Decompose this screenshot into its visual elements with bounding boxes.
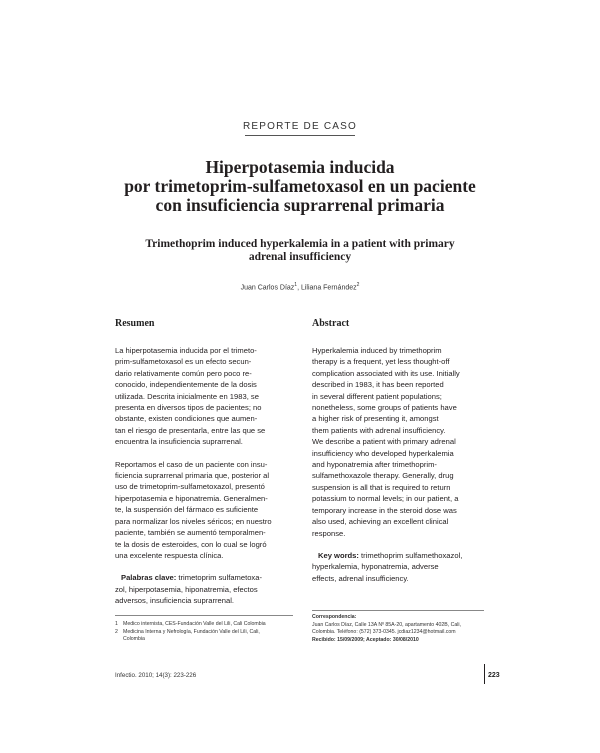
text-line: a higher risk of presenting it, amongst xyxy=(312,414,439,424)
text-line: zol, hiperpotasemia, hiponatremia, efectos xyxy=(115,584,258,594)
text-line: them patients with adrenal insufficiency. xyxy=(312,425,446,435)
article-title-spanish xyxy=(60,158,540,215)
text-line: effects, adrenal insufficiency. xyxy=(312,573,409,583)
section-label: REPORTE DE CASO xyxy=(243,121,357,132)
text-line: in several different patient populations; xyxy=(312,391,442,401)
author-separator: , xyxy=(297,284,301,292)
text-line: response. xyxy=(312,528,346,538)
affiliation-marker: 1 xyxy=(294,282,298,288)
affiliations xyxy=(115,621,300,644)
text-line: paciente, también se aumentó temporalmen- xyxy=(115,528,266,538)
title-line: Trimethoprim induced hyperkalemia in a patient with primary xyxy=(145,238,455,250)
text-line: suspension is all that is required to return xyxy=(312,482,451,492)
text-line: We describe a patient with primary adrenal xyxy=(312,437,456,447)
title-line: con insuficiencia suprarrenal primaria xyxy=(155,195,445,215)
page-number: 223 xyxy=(488,672,500,679)
text-line: and hyponatremia after trimethoprim- xyxy=(312,460,437,470)
section-label-underline xyxy=(245,135,355,136)
author-name: Liliana Fernández xyxy=(300,284,357,292)
text-line: tan el riesgo de presentarla, entre las que se xyxy=(115,425,266,435)
text-line: sulfamethoxazole therapy. Generally, drug xyxy=(312,471,454,481)
text-line: dario relativamente común pero poco re- xyxy=(115,368,252,378)
affiliation-marker: 2 xyxy=(356,282,360,288)
text-line: ficiencia suprarrenal primaria que, posterior al xyxy=(115,471,270,481)
text-line: La hiperpotasemia inducida por el trimeto- xyxy=(115,346,257,355)
title-line: por trimetoprim-sulfametoxasol en un paciente xyxy=(124,176,476,196)
text-line: insufficiency who developed hyperkalemia xyxy=(312,448,454,458)
text-line: therapy is a frequent, yet less thought-off xyxy=(312,357,450,367)
resumen-keywords-continued xyxy=(115,584,293,607)
received-accepted-dates: Recibido: 15/09/2009; Aceptado: 30/08/2010 xyxy=(312,636,419,643)
page-number-divider xyxy=(484,664,485,684)
resumen-paragraph-2 xyxy=(115,459,293,562)
text-line xyxy=(121,572,293,583)
text-line: temporary increase in the steroid dose was xyxy=(312,505,457,515)
journal-citation: Infectio. 2010; 14(3): 223-226 xyxy=(115,672,197,679)
text-line: hyperkalemia, hyponatremia, adverse xyxy=(312,562,439,572)
keywords-text: trimetoprim sulfametoxa- xyxy=(176,573,262,583)
abstract-keywords-continued xyxy=(312,561,484,584)
title-line: adrenal insufficiency xyxy=(248,251,352,263)
correspondence xyxy=(312,614,492,644)
affiliation-item: 2 Medicina Interna y Nefrología, Fundación Valle del Lili, Cali, xyxy=(115,628,260,635)
text-line: potassium to normal levels; in our patient, a xyxy=(312,494,459,504)
text-line: described in 1983, it has been reported xyxy=(312,380,444,390)
correspondence-label: Correspondencia: xyxy=(312,614,357,620)
correspondence-line: Juan Carlos Díaz, Calle 13A Nº 85A-20, apartamento 402B, Cali, xyxy=(312,621,461,628)
text-line: te la dosis de esteroides, con lo cual se logró xyxy=(115,539,267,549)
text-line: te, la suspensión del fármaco es suficiente xyxy=(115,505,259,515)
text-line: prim-sulfametoxasol es un efecto secun- xyxy=(115,357,252,367)
text-line: conocido, independientemente de la dosis xyxy=(115,380,257,390)
resumen-column xyxy=(115,318,293,607)
keywords-text: trimethoprim sulfamethoxazol, xyxy=(358,550,463,560)
title-line: Hiperpotasemia inducida xyxy=(205,157,395,177)
article-title-english xyxy=(90,238,510,264)
text-line xyxy=(318,550,484,561)
text-line: presenta en diversos tipos de pacientes; no xyxy=(115,403,262,413)
abstract-paragraph xyxy=(312,345,484,539)
author-list xyxy=(0,282,600,291)
text-line: obstante, existen condiciones que aumen- xyxy=(115,414,258,424)
text-line: also used, achieving an excellent clinical xyxy=(312,517,449,527)
resumen-heading: Resumen xyxy=(115,318,155,329)
author-name: Juan Carlos Díaz xyxy=(240,284,295,292)
keywords-label: Key words: xyxy=(318,550,359,560)
affiliation-item: 1 Medico internista, CES-Fundación Valle del Lili, Cali Colombia xyxy=(115,621,266,627)
resumen-keywords xyxy=(115,572,293,583)
text-line: una excelente respuesta clínica. xyxy=(115,550,224,560)
text-line: adversos, insuficiencia suprarrenal. xyxy=(115,596,235,606)
text-line: encuentra la insuficiencia suprarrenal. xyxy=(115,437,243,447)
abstract-heading: Abstract xyxy=(312,318,350,329)
footnote-divider xyxy=(115,615,293,616)
keywords-label: Palabras clave: xyxy=(121,573,177,583)
abstract-keywords xyxy=(312,550,484,561)
text-line: Hyperkalemia induced by trimethoprim xyxy=(312,346,442,355)
correspondence-line: Colombia. Teléfono: (572) 373-0345. jcdiaz1234@hotmail.com xyxy=(312,629,456,636)
affiliation-item-continued: Colombia xyxy=(123,636,145,643)
text-line: Reportamos el caso de un paciente con insu- xyxy=(115,459,268,469)
text-line: nonetheless, some groups of patients have xyxy=(312,403,457,413)
correspondence-divider xyxy=(312,610,484,611)
text-line: uso de trimetoprim-sulfametoxazol, presentó xyxy=(115,482,265,492)
text-line: utilizada. Descrita inicialmente en 1983, se xyxy=(115,391,259,401)
text-line: complication associated with its use. Initially xyxy=(312,368,460,378)
abstract-column xyxy=(312,318,484,584)
text-line: para normalizar los niveles séricos; en nuestro xyxy=(115,516,272,526)
resumen-paragraph-1 xyxy=(115,345,293,448)
text-line: hiperpotasemia e hiponatremia. Generalmen- xyxy=(115,493,268,503)
